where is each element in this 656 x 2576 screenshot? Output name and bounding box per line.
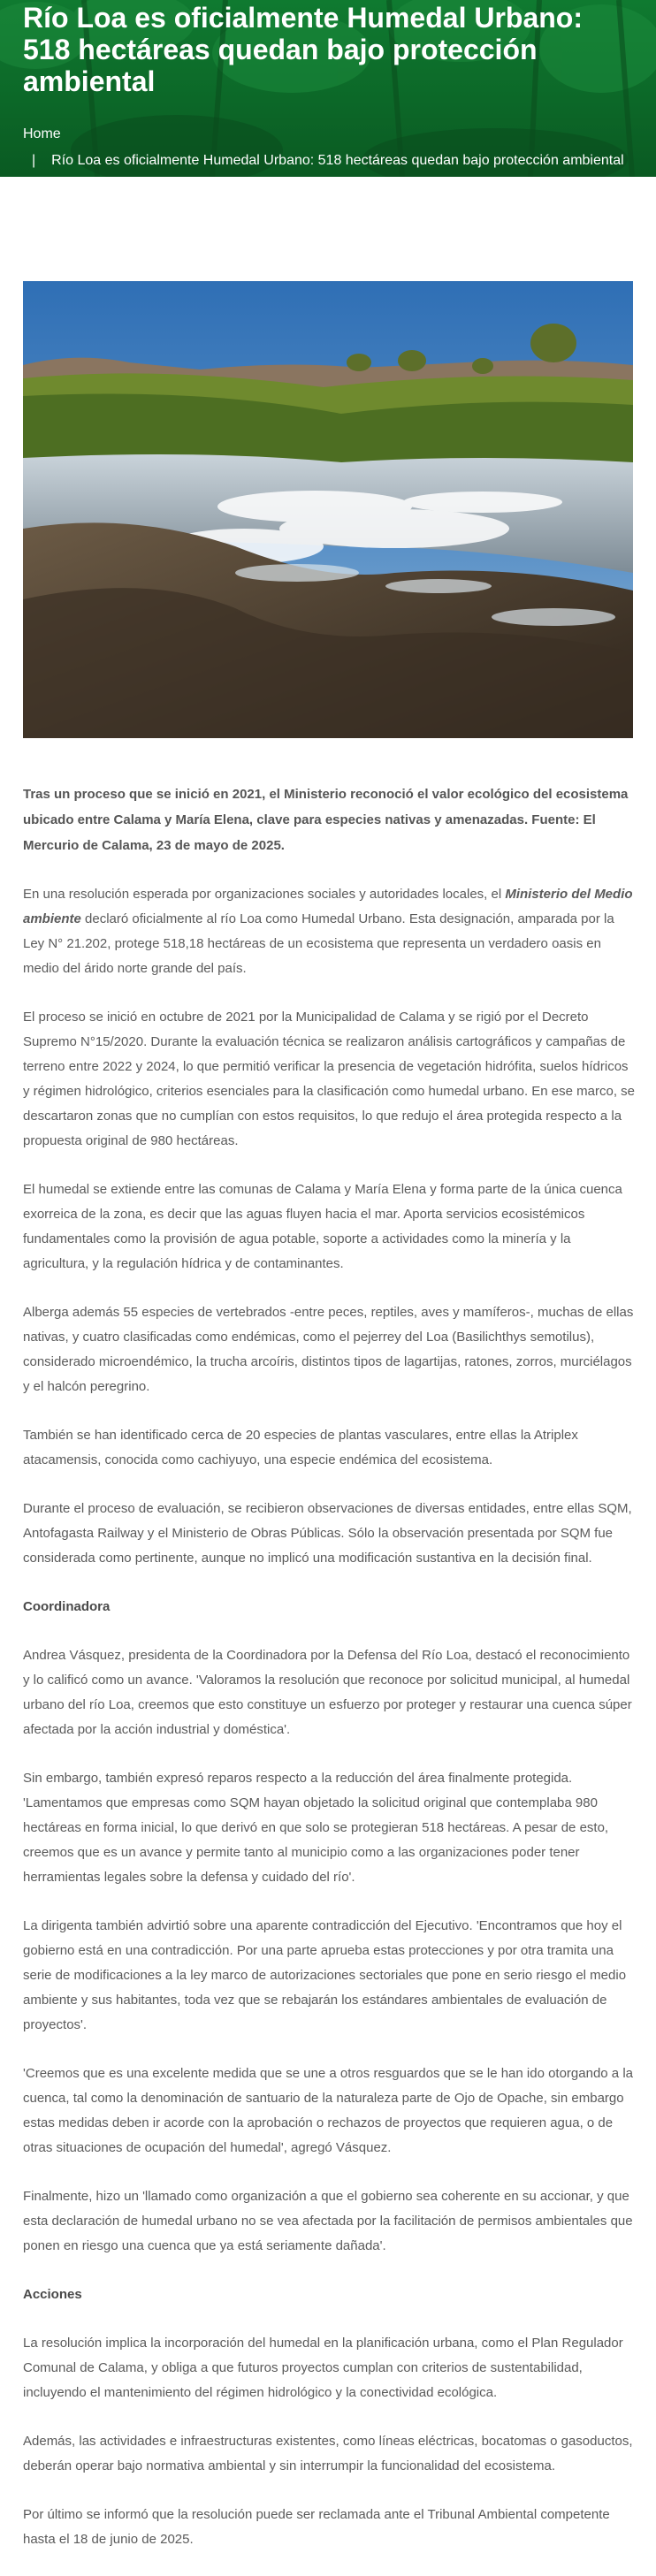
ministerio-emphasis: Ministerio del Medio ambiente — [23, 887, 633, 926]
breadcrumb-current — [23, 152, 624, 170]
article-paragraph: Por último se informó que la resolución puede ser reclamada ante el Tribunal Ambiental competente hasta el 18 de junio de 2025. — [23, 2507, 610, 2547]
river-photo-illustration — [23, 281, 633, 738]
article-paragraph — [23, 882, 635, 981]
paragraph-text: En una resolución esperada por organizaciones sociales y autoridades locales, el — [23, 887, 506, 902]
breadcrumb-home-link[interactable]: Home — [23, 126, 61, 141]
article-paragraph: El proceso se inició en octubre de 2021 por la Municipalidad de Calama y se rigió por el Decreto Supremo N°15/2020. Durante la evaluación técnica se realizaron análisis cartográficos y campañas de terreno entre 2022 y 2024, lo que permitió verificar la presencia de vegetación hidrófita, suelos hídricos y régimen hidrológico, criterios esenciales para la clasificación como humedal urbano. En ese marco, se descartaron zonas que no cumplían con estos requisitos, lo que redujo el área protegida respecto a la propuesta original de 980 hectáreas. — [23, 1010, 636, 1148]
hero-banner — [0, 0, 656, 177]
article-paragraph: La dirigenta también advirtió sobre una aparente contradicción del Ejecutivo. 'Encontramos que hoy el gobierno está en una contradicción. Por una parte aprueba estas protecciones y por otra tramita una serie de modificaciones a la ley marco de autorizaciones sectoriales que pone en serio riesgo el medio ambiente y sus habitantes, toda vez que se rebajarán los estándares ambientales de evaluación de proyectos'. — [23, 1918, 627, 2032]
article-paragraph: Durante el proceso de evaluación, se recibieron observaciones de diversas entidades, entre ellas SQM, Antofagasta Railway y el Ministerio de Obras Públicas. Sólo la observación presentada por SQM fue considerada como pertinente, aunque no implicó una modificación sustantiva en la decisión final. — [23, 1501, 632, 1566]
article-paragraph: El humedal se extiende entre las comunas de Calama y María Elena y forma parte de la única cuenca exorreica de la zona, es decir que las aguas fluyen hacia el mar. Aporta servicios ecosistémicos fundamentales como la provisión de agua potable, soporte a actividades como la minería y la agricultura, y la regulación hídrica y de contaminantes. — [23, 1182, 622, 1271]
article-paragraph: Sin embargo, también expresó reparos respecto a la reducción del área finalmente protegida. 'Lamentamos que empresas como SQM hayan objetado la solicitud original que contemplaba 980 hectáreas en forma inicial, lo que derivó en que solo se protegieran 518 hectáreas. A pesar de esto, creemos que es un avance y permite tanto al municipio como a las organizaciones poder tener herramientas legales sobre la defensa y cuidado del río'. — [23, 1771, 609, 1885]
article-paragraph: También se han identificado cerca de 20 especies de plantas vasculares, entre ellas la Atriplex atacamensis, conocida como cachiyuyo, una especie endémica del ecosistema. — [23, 1428, 578, 1467]
section-heading-acciones: Acciones — [23, 2287, 82, 2302]
page-title: Río Loa es oficialmente Humedal Urbano: 518 hectáreas quedan bajo protección ambiental — [23, 2, 583, 97]
paragraph-text: declaró oficialmente al río Loa como Humedal Urbano. Esta designación, amparada por la Ley N° 21.202, protege 518,18 hectáreas de un ecosistema que representa un verdadero oasis en medio del árido norte grande del país. — [23, 911, 614, 976]
article-lead: Tras un proceso que se inició en 2021, el Ministerio reconoció el valor ecológico del ecosistema ubicado entre Calama y María Elena, clave para especies nativas y amenazadas. Fuente: El Mercurio de Calama, 23 de mayo de 2025. — [23, 787, 629, 853]
section-heading-coordinadora: Coordinadora — [23, 1599, 111, 1614]
article-paragraph: Andrea Vásquez, presidenta de la Coordinadora por la Defensa del Río Loa, destacó el reconocimiento y lo calificó como un avance. 'Valoramos la resolución que reconoce por solicitud municipal, al humedal urbano del río Loa, creemos que esto constituye un esfuerzo por proteger y restaurar una cuenca súper afectada por la acción industrial y doméstica'. — [23, 1648, 632, 1737]
article-paragraph: Finalmente, hizo un 'llamado como organización a que el gobierno sea coherente en su accionar, y que esta declaración de humedal urbano no se vea afectada por la facilitación de permisos ambientales que ponen en riesgo una cuenca que ya está seriamente dañada'. — [23, 2189, 633, 2253]
article-paragraph: 'Creemos que es una excelente medida que se une a otros resguardos que se le han ido otorgando a la cuenca, tal como la denominación de santuario de la naturaleza parte de Ojo de Opache, sin embargo estas medidas deben ir acorde con la aprobación o rechazos de proyectos que requieren agua, o de otras situaciones de ocupación del humedal', agregó Vásquez. — [23, 2066, 633, 2155]
article-body — [23, 781, 635, 2576]
article-paragraph: Alberga además 55 especies de vertebrados -entre peces, reptiles, aves y mamíferos-, muchas de ellas nativas, y cuatro clasificadas como endémicas, como el pejerrey del Loa (Basilichthys semotilus), considerado microendémico, la trucha arcoíris, distintos tipos de lagartijas, ratones, zorros, murciélagos y el halcón peregrino. — [23, 1305, 634, 1394]
breadcrumb-separator: | — [32, 153, 36, 168]
article-photo-rio-loa — [23, 281, 633, 738]
breadcrumb-current-label: Río Loa es oficialmente Humedal Urbano: 518 hectáreas quedan bajo protección ambiental — [51, 153, 624, 168]
article-paragraph: Además, las actividades e infraestructuras existentes, como líneas eléctricas, bocatomas o gasoductos, deberán operar bajo normativa ambiental y sin interrumpir la funcionalidad del ecosistema. — [23, 2434, 633, 2473]
article-paragraph: La resolución implica la incorporación del humedal en la planificación urbana, como el Plan Regulador Comunal de Calama, y obliga a que futuros proyectos cumplan con criterios de sustentabilidad, incluyendo el mantenimiento del régimen hidrológico y la conectividad ecológica. — [23, 2336, 623, 2400]
